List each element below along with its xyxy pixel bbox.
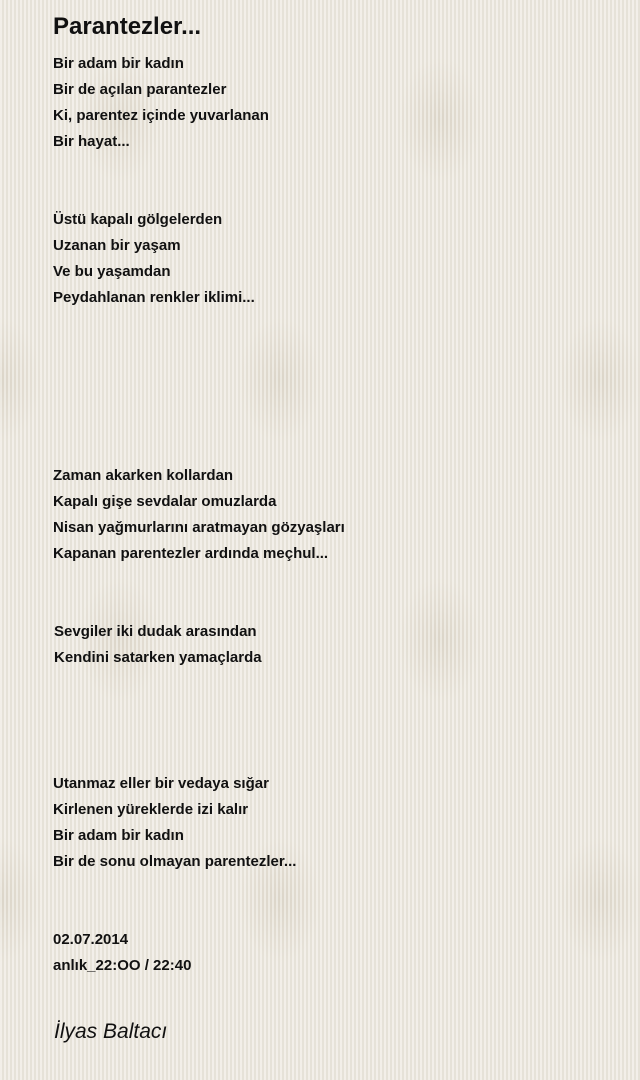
poem-date: 02.07.2014 xyxy=(53,931,129,948)
poem-line: Utanmaz eller bir vedaya sığar xyxy=(53,775,269,792)
poem-line: Ki, parentez içinde yuvarlanan xyxy=(53,107,269,124)
poem-line: Peydahlanan renkler iklimi... xyxy=(53,289,255,306)
stanza-2 xyxy=(53,207,255,311)
poem-time-note: anlık_22:OO / 22:40 xyxy=(53,957,192,974)
poem-line: Bir adam bir kadın xyxy=(53,827,184,844)
stanza-1 xyxy=(53,51,269,155)
poem-line: Kapalı gişe sevdalar omuzlarda xyxy=(53,493,277,510)
poem-line: Bir hayat... xyxy=(53,133,130,150)
poem-line: Nisan yağmurlarını aratmayan gözyaşları xyxy=(53,519,345,536)
poem-title: Parantezler... xyxy=(53,13,202,40)
poem-line: Bir de açılan parantezler xyxy=(53,81,227,98)
poem-line: Sevgiler iki dudak arasından xyxy=(54,623,257,640)
poem-line: Üstü kapalı gölgelerden xyxy=(53,211,223,228)
date-block xyxy=(53,927,191,979)
poem-line: Bir adam bir kadın xyxy=(53,55,184,72)
poem-line: Bir de sonu olmayan parentezler... xyxy=(53,853,297,870)
poem-author: İlyas Baltacı xyxy=(54,1020,168,1043)
poem-line: Uzanan bir yaşam xyxy=(53,237,181,254)
stanza-3 xyxy=(53,463,345,567)
poem-line: Kendini satarken yamaçlarda xyxy=(54,649,262,666)
stanza-5 xyxy=(53,771,296,875)
poem-line: Zaman akarken kollardan xyxy=(53,467,234,484)
poem-line: Ve bu yaşamdan xyxy=(53,263,171,280)
poem-line: Kirlenen yüreklerde izi kalır xyxy=(53,801,249,818)
poem-line: Kapanan parentezler ardında meçhul... xyxy=(53,545,329,562)
stanza-4 xyxy=(54,619,262,671)
